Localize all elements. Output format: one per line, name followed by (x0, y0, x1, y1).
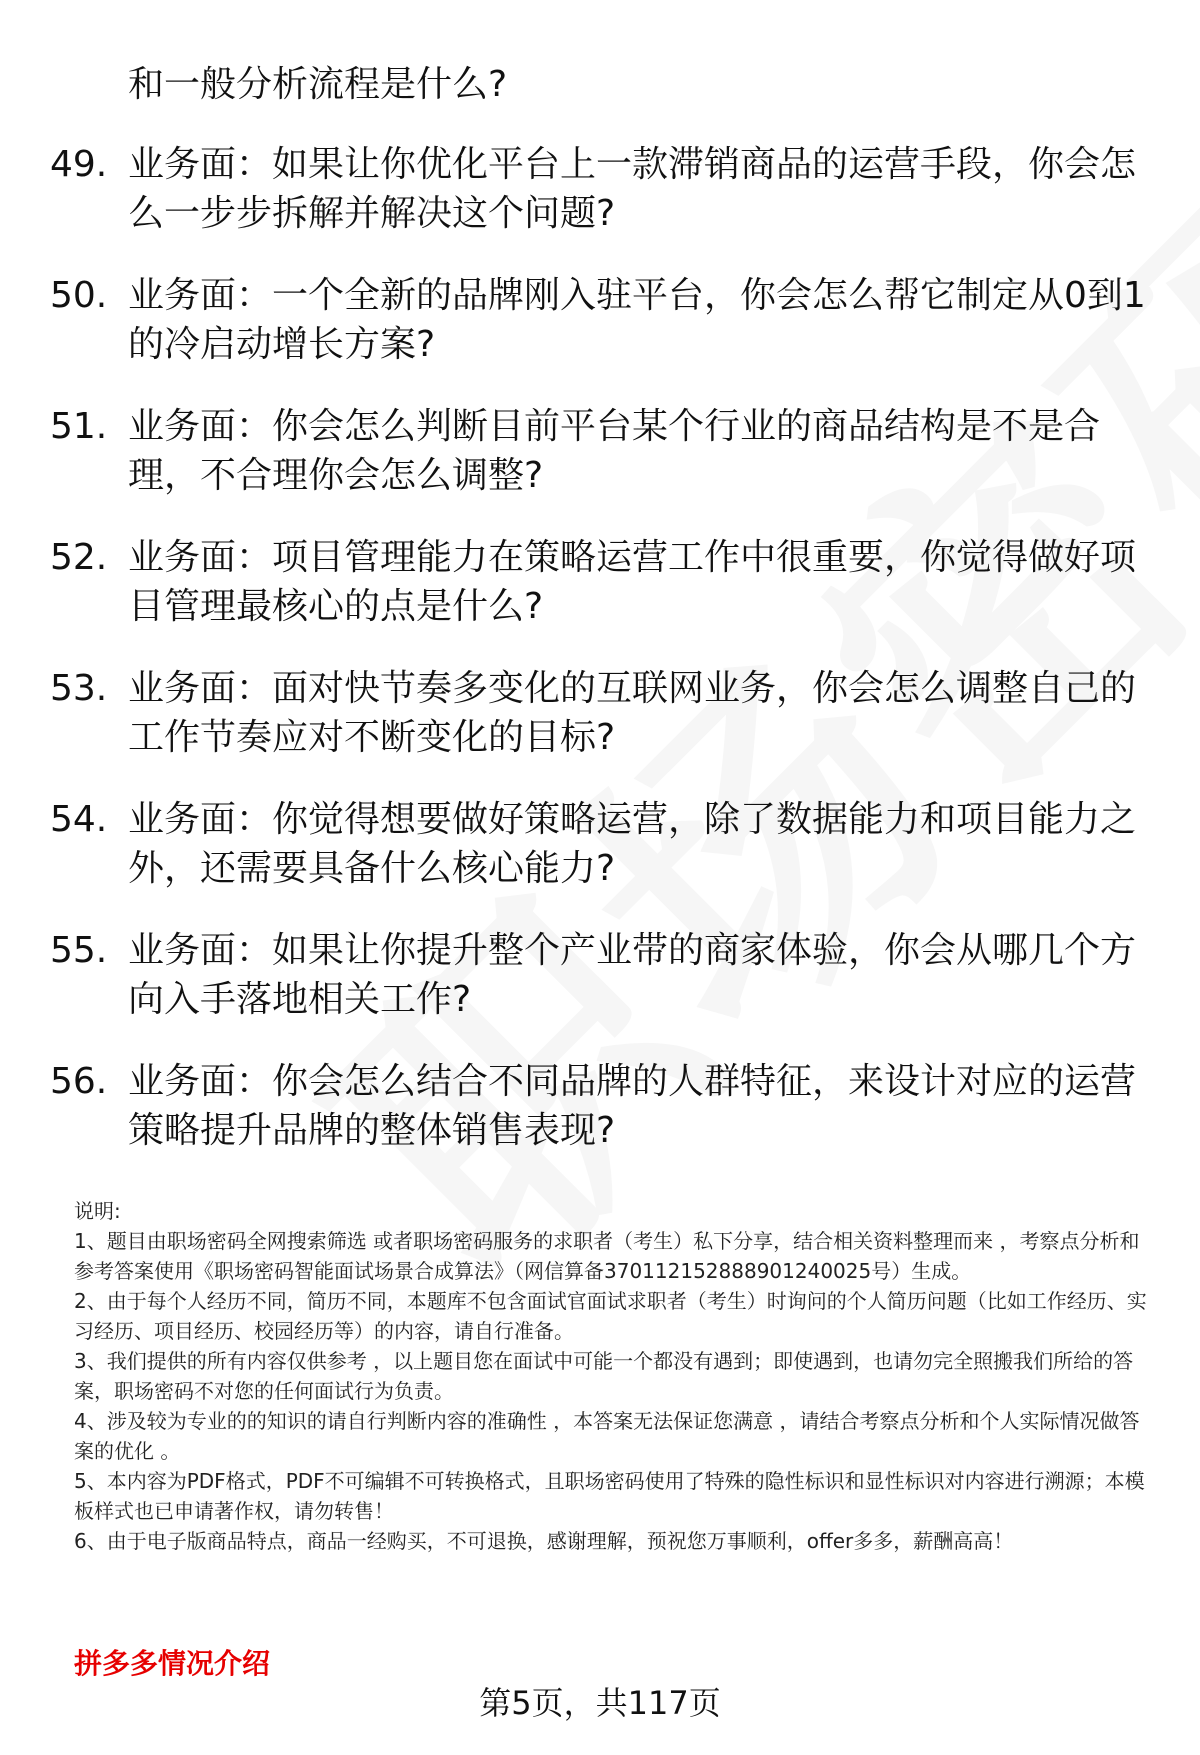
section-link-pdd-intro[interactable]: 拼多多情况介绍 (74, 1647, 271, 1680)
question-item (50, 140, 1160, 238)
question-item (50, 664, 1160, 762)
note-item: 3、我们提供的所有内容仅供参考 ，以上题目您在面试中可能一个都没有遇到；即使遇到，也请勿完全照搬我们所给的答案，职场密码不对您的任何面试行为负责。 (74, 1349, 1134, 1403)
question-text: 业务面：你觉得想要做好策略运营，除了数据能力和项目能力之外，还需要具备什么核心能力? (128, 799, 1137, 889)
continued-question-text: 和一般分析流程是什么? (128, 64, 508, 105)
question-item (50, 1057, 1160, 1155)
note-item: 1、题目由职场密码全网搜索筛选 或者职场密码服务的求职者（考生）私下分享，结合相关资料整理而来 ，考察点分析和参考答案使用《职场密码智能面试场景合成算法》（网信算备370112152888901240025号）生成。 (74, 1229, 1140, 1283)
question-number: 53. (50, 668, 108, 709)
note-item: 5、本内容为PDF格式，PDF不可编辑不可转换格式，且职场密码使用了特殊的隐性标识和显性标识对内容进行溯源；本模板样式也已申请著作权，请勿转售！ (74, 1469, 1145, 1523)
question-text: 业务面：如果让你提升整个产业带的商家体验，你会从哪几个方向入手落地相关工作? (128, 930, 1137, 1020)
question-item (50, 271, 1160, 369)
question-number: 49. (50, 144, 108, 185)
question-item (50, 533, 1160, 631)
note-item: 4、涉及较为专业的的知识的请自行判断内容的准确性 ，本答案无法保证您满意 ，请结合考察点分析和个人实际情况做答案的优化 。 (74, 1409, 1140, 1463)
notes-section (74, 1196, 1156, 1556)
question-text: 业务面：如果让你优化平台上一款滞销商品的运营手段，你会怎么一步步拆解并解决这个问题? (128, 144, 1137, 234)
question-text: 业务面：你会怎么结合不同品牌的人群特征，来设计对应的运营策略提升品牌的整体销售表现? (128, 1061, 1137, 1151)
note-item: 2、由于每个人经历不同，简历不同，本题库不包含面试官面试求职者（考生）时询问的个人简历问题（比如工作经历、实习经历、项目经历、校园经历等）的内容，请自行准备。 (74, 1289, 1147, 1343)
question-text: 业务面：你会怎么判断目前平台某个行业的商品结构是不是合理，不合理你会怎么调整? (128, 406, 1101, 496)
question-number: 56. (50, 1061, 108, 1102)
note-item: 6、由于电子版商品特点，商品一经购买，不可退换，感谢理解，预祝您万事顺利，offer多多，薪酬高高！ (74, 1529, 1014, 1553)
question-number: 55. (50, 930, 108, 971)
question-text: 业务面：项目管理能力在策略运营工作中很重要，你觉得做好项目管理最核心的点是什么? (128, 537, 1137, 627)
question-list (50, 140, 1160, 1188)
question-item (50, 926, 1160, 1024)
question-number: 51. (50, 406, 108, 447)
question-number: 50. (50, 275, 108, 316)
question-number: 52. (50, 537, 108, 578)
notes-heading: 说明: (74, 1199, 121, 1223)
question-item (50, 402, 1160, 500)
question-text: 业务面：一个全新的品牌刚入驻平台，你会怎么帮它制定从0到1的冷启动增长方案? (128, 275, 1146, 365)
question-number: 54. (50, 799, 108, 840)
question-text: 业务面：面对快节奏多变化的互联网业务，你会怎么调整自己的工作节奏应对不断变化的目标? (128, 668, 1137, 758)
page-number: 第5页，共117页 (479, 1684, 721, 1722)
question-item (50, 795, 1160, 893)
